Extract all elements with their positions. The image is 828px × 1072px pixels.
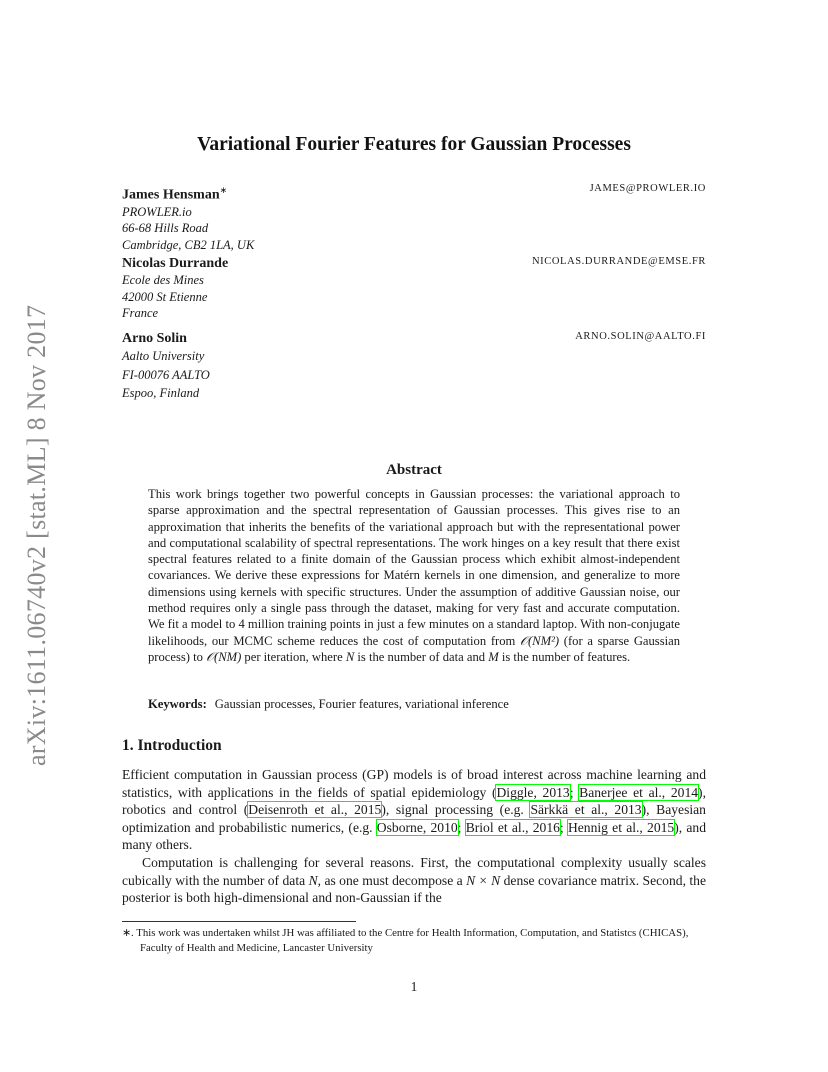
introduction-paragraph: Computation is challenging for several reasons. First, the computational complexity usually scales cubically with the number of data N, as one must decompose a N × N dense covariance matrix. Second, the posterior is both high-dimensional and non-Gaussian if the — [122, 854, 706, 906]
author-block-durrande — [122, 255, 706, 322]
author-affiliation-line: Cambridge, CB2 1LA, UK — [122, 237, 255, 252]
introduction-paragraph: Efficient computation in Gaussian process (GP) models is of broad interest across machine learning and statistics, with applications in the fields of spatial epidemiology (Diggle, 2013; Banerjee et al., 2014), robotics and control (Deisenroth et al., 2015), signal processing (e.g. Särkkä et al., 2013), Bayesian optimization and probabilistic numerics, (e.g. Osborne, 2010; Briol et al., 2016; Hennig et al., 2015), and many others. — [122, 767, 707, 853]
author-block-solin — [122, 330, 706, 403]
math-expression: 𝒪(NM²) — [520, 633, 560, 648]
math-expression: M — [488, 649, 499, 664]
math-expression: N × N — [466, 872, 501, 888]
citation-link[interactable]: Hennig et al., 2015 — [567, 819, 675, 835]
keywords-label: Keywords: — [148, 697, 207, 711]
footnote-text: This work was undertaken whilst JH was affiliated to the Centre for Health Information, Computation, and Statistcs (CHICAS), Faculty of Health and Medicine, Lancaster University — [136, 927, 689, 954]
abstract-heading: Abstract — [386, 462, 442, 478]
author-email: NICOLAS.DURRANDE@EMSE.FR — [531, 256, 706, 267]
citation-link[interactable]: Osborne, 2010 — [376, 819, 458, 835]
abstract-text: This work brings together two powerful concepts in Gaussian processes: the variational approach to sparse approximation and the spectral representation of Gaussian processes. This gives rise to an approximation that inherits the benefits of the variational approach but with the representational power and computational scalability of spectral representations. The work hinges on a key result that there exist spectral features related to a finite domain of the Gaussian process which exhibit almost-independent covariances. We derive these expressions for Matérn kernels in one dimension, and generalize to more dimensions using kernels with specific structures. Under the assumption of additive Gaussian noise, our method requires only a single pass through the dataset, making for very fast and accurate computation. We fit a model to 4 million training points in just a few minutes on a standard laptop. With non-conjugate likelihoods, our MCMC scheme reduces the cost of computation from 𝒪(NM²) (for a sparse Gaussian process) to 𝒪(NM) per iteration, where N is the number of data and M is the number of features. — [148, 487, 680, 664]
author-name: Arno Solin — [122, 331, 187, 346]
author-affiliation-line: Espoo, Finland — [122, 386, 200, 400]
author-affiliation-line: FI-00076 AALTO — [122, 367, 210, 382]
citation-link[interactable]: Diggle, 2013 — [496, 784, 570, 800]
footnote — [122, 926, 706, 955]
author-name: James Hensman∗ — [122, 185, 228, 203]
section-heading-introduction: 1. Introduction — [122, 737, 222, 754]
author-block-hensman — [122, 182, 706, 253]
keywords-text: Gaussian processes, Fourier features, variational inference — [214, 697, 509, 711]
math-expression: N — [308, 872, 318, 888]
author-email: ARNO.SOLIN@AALTO.FI — [575, 331, 706, 342]
footnote-marker: ∗ — [219, 185, 228, 195]
author-affiliation-line: 42000 St Etienne — [122, 289, 208, 304]
keywords-line — [148, 697, 680, 712]
citation-link[interactable]: Särkkä et al., 2013 — [530, 802, 642, 818]
citation-link[interactable]: Banerjee et al., 2014 — [579, 784, 699, 800]
math-expression: N — [345, 649, 355, 664]
author-affiliation-line: Aalto University — [122, 349, 205, 363]
paper-title: Variational Fourier Features for Gaussian Processes — [197, 134, 631, 155]
footnote-mark: ∗. — [122, 927, 134, 939]
introduction-body — [122, 766, 706, 907]
author-affiliation-line: France — [122, 306, 159, 320]
author-name: Nicolas Durrande — [122, 256, 229, 271]
footnote-divider — [122, 921, 356, 922]
author-affiliation-line: 66-68 Hills Road — [122, 221, 209, 236]
author-email: JAMES@PROWLER.IO — [589, 183, 706, 194]
citation-link[interactable]: Briol et al., 2016 — [465, 819, 560, 835]
author-affiliation-line: Ecole des Mines — [122, 273, 204, 287]
math-expression: 𝒪(NM) — [206, 649, 242, 664]
page-number: 1 — [410, 979, 418, 994]
arxiv-identifier: arXiv:1611.06740v2 [stat.ML] 8 Nov 2017 — [22, 304, 51, 766]
author-affiliation-line: PROWLER.io — [122, 204, 192, 219]
citation-link[interactable]: Deisenroth et al., 2015 — [248, 802, 382, 818]
